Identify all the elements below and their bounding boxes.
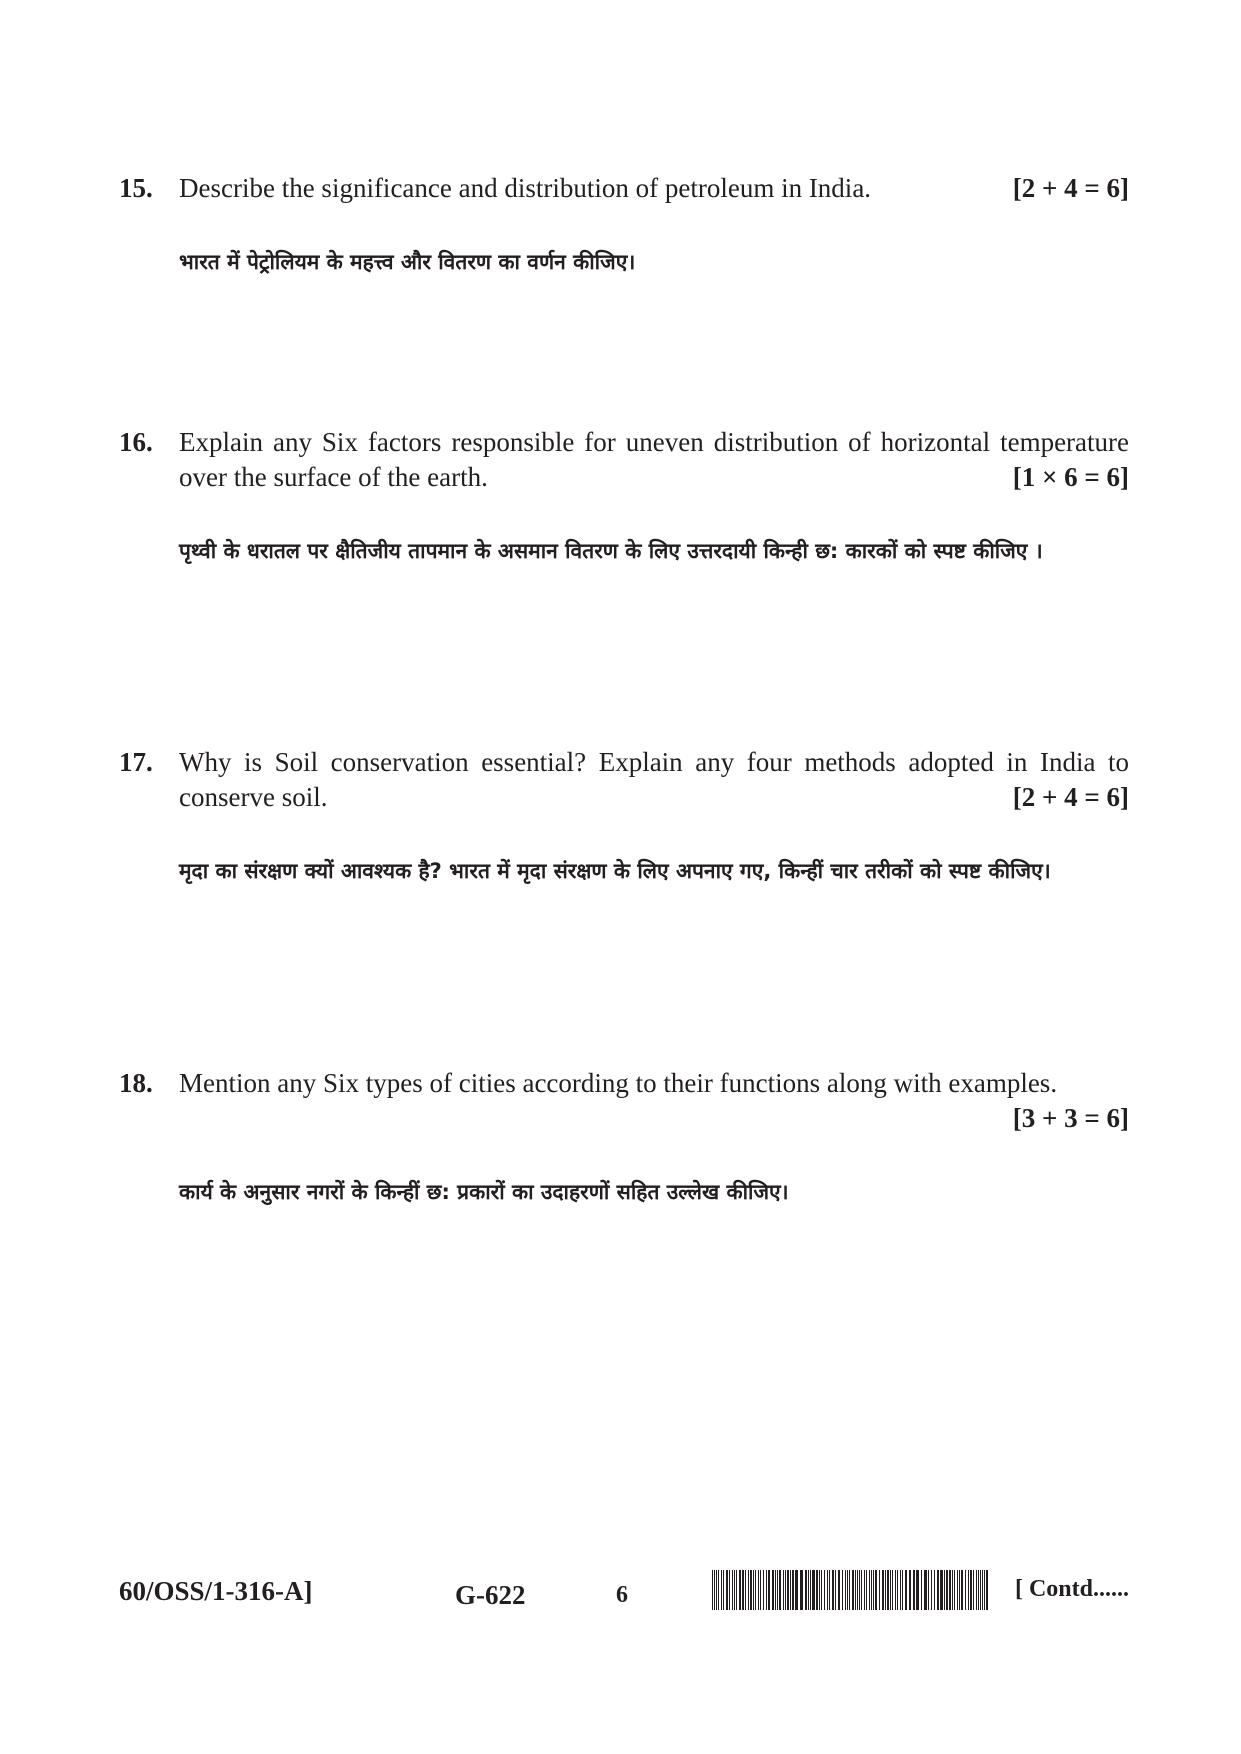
question-body: Mention any Six types of cities according to their functions along with examples. bbox=[179, 1068, 1058, 1098]
paper-code: 60/OSS/1-316-A] bbox=[119, 1576, 313, 1606]
question-16 bbox=[119, 425, 1129, 571]
question-18 bbox=[119, 1066, 1129, 1212]
question-text-en bbox=[119, 171, 1129, 206]
barcode-icon bbox=[712, 1570, 988, 1610]
question-number: 17. bbox=[119, 747, 153, 777]
question-15 bbox=[119, 171, 1129, 282]
question-number: 18. bbox=[119, 1068, 153, 1098]
question-text-hi: कार्य के अनुसार नगरों के किन्हीं छ: प्रकारों का उदाहरणों सहित उल्लेख कीजिए। bbox=[179, 1180, 789, 1204]
question-text-hi: भारत में पेट्रोलियम के महत्त्व और वितरण का वर्णन कीजिए। bbox=[179, 250, 636, 274]
question-body: Why is Soil conservation essential? Explain any four methods adopted in India to conserve soil. bbox=[179, 747, 1129, 812]
page-number: 6 bbox=[616, 1582, 628, 1608]
question-text-hi: पृथ्वी के धरातल पर क्षैतिजीय तापमान के असमान वितरण के लिए उत्तरदायी किन्ही छ: कारकों को स्पष्ट कीजिए । bbox=[179, 539, 1043, 563]
question-text-en bbox=[119, 745, 1129, 815]
question-text-en bbox=[119, 1066, 1129, 1136]
series-code: G-622 bbox=[455, 1580, 526, 1610]
continued-label: [ Contd...... bbox=[1014, 1576, 1129, 1602]
question-number: 16. bbox=[119, 427, 153, 457]
question-text-en bbox=[119, 425, 1129, 495]
page-footer bbox=[119, 1570, 1129, 1620]
question-marks: [3 + 3 = 6] bbox=[1012, 1103, 1129, 1133]
question-body: Explain any Six factors responsible for uneven distribution of horizontal temperature over the surface of the earth. bbox=[179, 427, 1129, 492]
question-number: 15. bbox=[119, 173, 153, 203]
question-body: Describe the significance and distribution of petroleum in India. bbox=[179, 173, 872, 203]
question-marks: [2 + 4 = 6] bbox=[1012, 782, 1129, 812]
question-marks: [2 + 4 = 6] bbox=[1012, 173, 1129, 203]
question-text-hi: मृदा का संरक्षण क्यों आवश्यक है? भारत में मृदा संरक्षण के लिए अपनाए गए, किन्हीं चार तरीकों को स्पष्ट कीजिए। bbox=[179, 859, 1051, 883]
question-17 bbox=[119, 745, 1129, 891]
question-marks: [1 × 6 = 6] bbox=[1012, 462, 1129, 492]
